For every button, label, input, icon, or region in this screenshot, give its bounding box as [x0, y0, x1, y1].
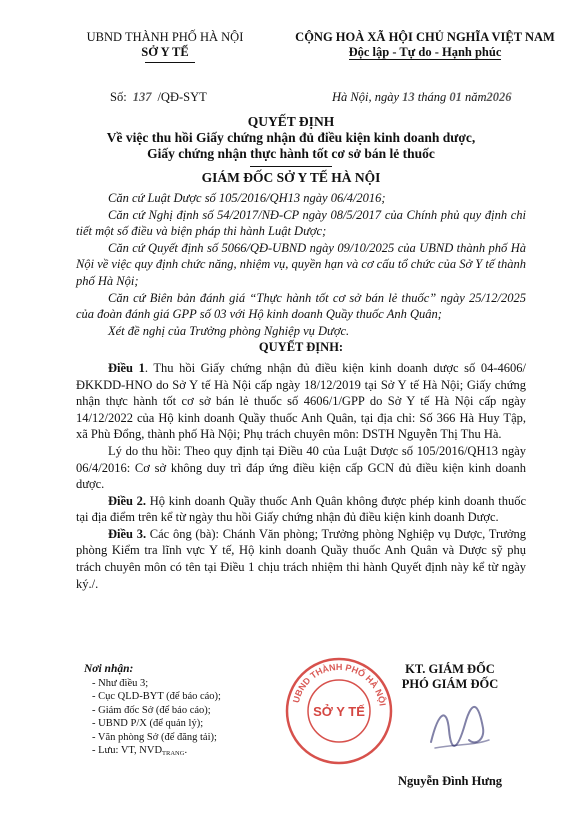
- signer-name: Nguyễn Đình Hưng: [397, 774, 503, 788]
- national-header: [280, 30, 570, 60]
- subject-line-2: Giấy chứng nhận thực hành tốt cơ sở bán lẻ thuốc: [147, 146, 435, 161]
- basis-4: Căn cứ Biên bản đánh giá “Thực hành tốt cơ sở bán lẻ thuốc” ngày 25/12/2025 của đoàn đánh giá GPP số 03 với Hộ kinh doanh Quầy thuốc Anh Quân;: [76, 290, 526, 322]
- official-seal-icon: [283, 655, 395, 767]
- title-underline: [250, 166, 332, 167]
- signer-role-line-1: KT. GIÁM ĐỐC: [405, 662, 495, 676]
- decision-body: [76, 190, 526, 592]
- recipient-item-archive: [92, 744, 221, 761]
- date-day: 13: [402, 90, 415, 104]
- date-year-label: năm: [465, 90, 487, 104]
- decision-title: QUYẾT ĐỊNH: [247, 114, 335, 129]
- archive-end: .: [184, 745, 188, 756]
- article-2: [76, 493, 526, 526]
- handwritten-signature-icon: [425, 700, 495, 758]
- article-1: [76, 360, 526, 443]
- decide-heading: QUYẾT ĐỊNH:: [258, 340, 344, 355]
- recipients-block: [84, 663, 221, 761]
- recipients-title: Nơi nhận:: [84, 663, 134, 675]
- basis-1: Căn cứ Luật Dược số 105/2016/QH13 ngày 06/4/2016;: [108, 191, 386, 205]
- article-1-reason: Lý do thu hồi: Theo quy định tại Điều 40 của Luật Dược số 105/2016/QH13 ngày 06/4/2016: Cơ sở không duy trì đáp ứng điều kiện cấp GCN đủ điều kiện kinh doanh dược.: [76, 443, 526, 492]
- decision-subject: [0, 130, 582, 162]
- signer-role: [380, 662, 520, 692]
- date-prefix: Hà Nội, ngày: [332, 90, 400, 104]
- recipient-item: - Văn phòng Sở (để đăng tải);: [92, 731, 217, 743]
- signer-role-line-2: PHÓ GIÁM ĐỐC: [401, 677, 499, 691]
- subject-line-1: Về việc thu hồi Giấy chứng nhận đủ điều kiện kinh doanh dược,: [106, 130, 476, 145]
- date-year: 2026: [486, 90, 512, 104]
- date-month: 01: [449, 90, 462, 104]
- article-1-label: Điều 1: [108, 360, 145, 375]
- issuer-city: UBND THÀNH PHỐ HÀ NỘI: [86, 30, 244, 44]
- seal-ring-text: UBND THÀNH PHỐ HÀ NỘI: [290, 661, 388, 707]
- article-3: [76, 526, 526, 592]
- document-date: [332, 90, 512, 105]
- basis-3: Căn cứ Quyết định số 5066/QĐ-UBND ngày 09/10/2025 của UBND thành phố Hà Nội về việc quy định chức năng, nhiệm vụ, quyền hạn và cơ cấu tổ chức của Sở Y tế thành phố Hà Nội;: [76, 240, 526, 288]
- article-2-text: Hộ kinh doanh Quầy thuốc Anh Quân không được phép kinh doanh thuốc tại địa điểm trên kể từ ngày thu hồi Giấy chứng nhận đủ điều kiện kinh doanh Dược.: [76, 493, 526, 525]
- archive-prefix: - Lưu: VT, NVD: [92, 745, 163, 756]
- recipient-item: - UBND P/X (để quản lý);: [92, 718, 204, 729]
- national-motto: Độc lập - Tự do - Hạnh phúc: [348, 45, 502, 59]
- issuer-underline: [145, 62, 195, 63]
- archive-subscript: TRANG: [162, 750, 185, 757]
- recipient-item: - Cục QLD-BYT (để báo cáo);: [92, 691, 221, 702]
- recipient-item: - Như điều 3;: [92, 677, 149, 689]
- article-3-label: Điều 3.: [108, 526, 147, 541]
- article-1-text: . Thu hồi Giấy chứng nhận đủ điều kiện kinh doanh dược số 04-4606/ĐKKDD-HNO do Sở Y tế Hà Nội cấp ngày 18/12/2019 tại Sở Y tế Hà Nội; Giấy chứng nhận thực hành tốt cơ sở bán lẻ thuốc số 4606/1/GPP do Sở Y tế Hà Nội cấp ngày 14/12/2022 của Hộ kinh doanh Quầy thuốc Anh Quân, tại địa chỉ: Số 366 Hà Huy Tập, xã Phù Đổng, thành phố Hà Nội; Phụ trách chuyên môn: DSTH Nguyễn Thị Thu Hà.: [76, 360, 526, 442]
- national-title: CỘNG HOÀ XÃ HỘI CHỦ NGHĨA VIỆT NAM: [295, 30, 555, 44]
- article-3-text: Các ông (bà): Chánh Văn phòng; Trưởng phòng Nghiệp vụ Dược, Trưởng phòng Kiểm tra lĩnh vực Y tế, Hộ kinh doanh Quầy thuốc Anh Quân và Dược sỹ phụ trách chuyên môn có tên tại Điều 1 chịu trách nhiệm thi hành Quyết định này kể từ ngày ký./.: [76, 526, 526, 591]
- article-2-label: Điều 2.: [108, 493, 147, 508]
- document-number: [110, 90, 207, 105]
- seal-center-text: SỞ Y TẾ: [313, 704, 365, 719]
- number-value: 137: [132, 90, 152, 104]
- basis-2: Căn cứ Nghị định số 54/2017/NĐ-CP ngày 08/5/2017 của Chính phủ quy định chi tiết một số điều và biện pháp thi hành Luật Dược;: [76, 207, 526, 239]
- recipient-item: - Giám đốc Sở (để báo cáo);: [92, 704, 211, 716]
- svg-text:UBND THÀNH PHỐ HÀ NỘI: [291, 662, 388, 707]
- number-label: Số:: [110, 90, 127, 104]
- date-month-label: tháng: [417, 90, 447, 104]
- basis-5: Xét đề nghị của Trưởng phòng Nghiệp vụ Dược.: [108, 323, 350, 338]
- issuer-header: [70, 30, 260, 60]
- number-suffix: /QĐ-SYT: [157, 90, 207, 104]
- authority-title: GIÁM ĐỐC SỞ Y TẾ HÀ NỘI: [201, 170, 381, 185]
- issuer-department: SỞ Y TẾ: [141, 45, 189, 59]
